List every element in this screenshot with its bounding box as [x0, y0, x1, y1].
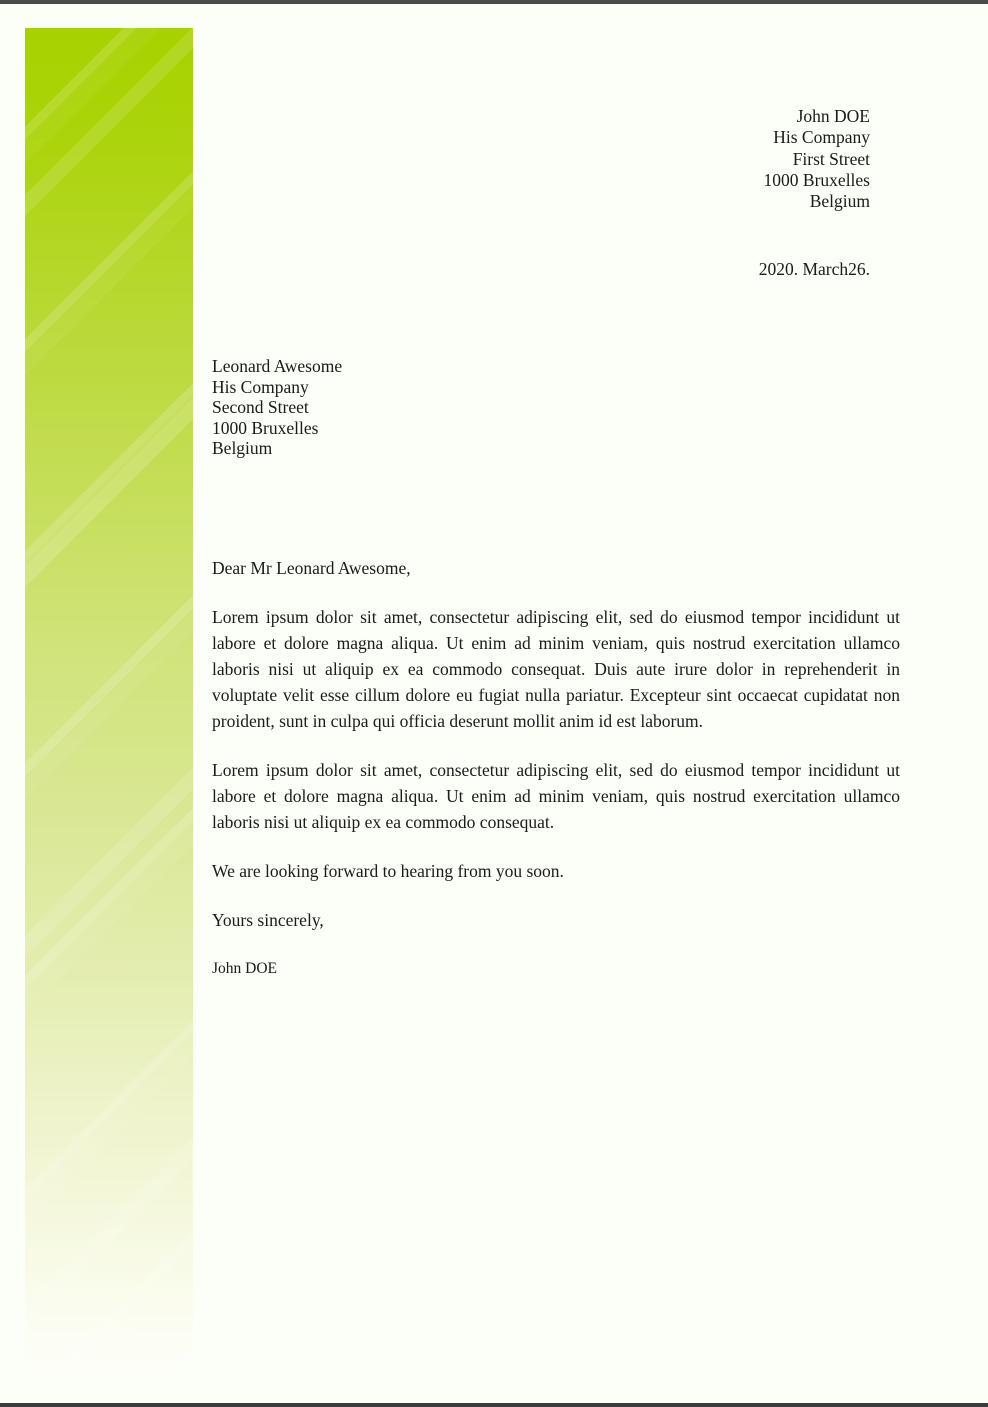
sender-name: John DOE: [796, 106, 870, 126]
recipient-country: Belgium: [212, 438, 273, 459]
recipient-company: His Company: [212, 376, 309, 397]
closing-line: We are looking forward to hearing from you soon.: [212, 861, 564, 881]
valediction: Yours sincerely,: [212, 910, 324, 930]
body-paragraph-2: Lorem ipsum dolor sit amet, consectetur adipiscing elit, sed do eiusmod tempor incididunt ut labore et dolore magna aliqua. Ut enim ad minim veniam, quis nostrud exercitation ullamco laboris nisi ut aliquip ex ea commodo consequat.: [212, 760, 900, 832]
window-bottom-edge: [0, 1403, 988, 1407]
green-gradient-sidebar: [25, 28, 193, 1379]
recipient-city: 1000 Bruxelles: [212, 417, 319, 438]
recipient-address-block: [212, 356, 342, 459]
salutation: Dear Mr Leonard Awesome,: [212, 558, 411, 578]
signature-name: John DOE: [212, 960, 278, 977]
body-paragraph-1: Lorem ipsum dolor sit amet, consectetur adipiscing elit, sed do eiusmod tempor incididunt ut labore et dolore magna aliqua. Ut enim ad minim veniam, quis nostrud exercitation ullamco laboris nisi ut aliquip ex ea commodo consequat. Duis aute irure dolor in reprehenderit in voluptate velit esse cillum dolore eu fugiat nulla pariatur. Excepteur sint occaecat cupidatat non proident, sunt in culpa qui officia deserunt mollit anim id est laborum.: [212, 607, 900, 731]
sender-country: Belgium: [809, 191, 870, 212]
letter-date: 2020. March26.: [758, 259, 870, 279]
sender-address-block: [764, 106, 870, 212]
letter-body: [212, 555, 900, 1005]
recipient-street: Second Street: [212, 397, 309, 418]
window-top-edge: [0, 0, 988, 4]
sender-city: 1000 Bruxelles: [763, 169, 870, 190]
recipient-name: Leonard Awesome: [212, 356, 343, 376]
sender-street: First Street: [792, 148, 870, 169]
sender-company: His Company: [773, 127, 870, 148]
